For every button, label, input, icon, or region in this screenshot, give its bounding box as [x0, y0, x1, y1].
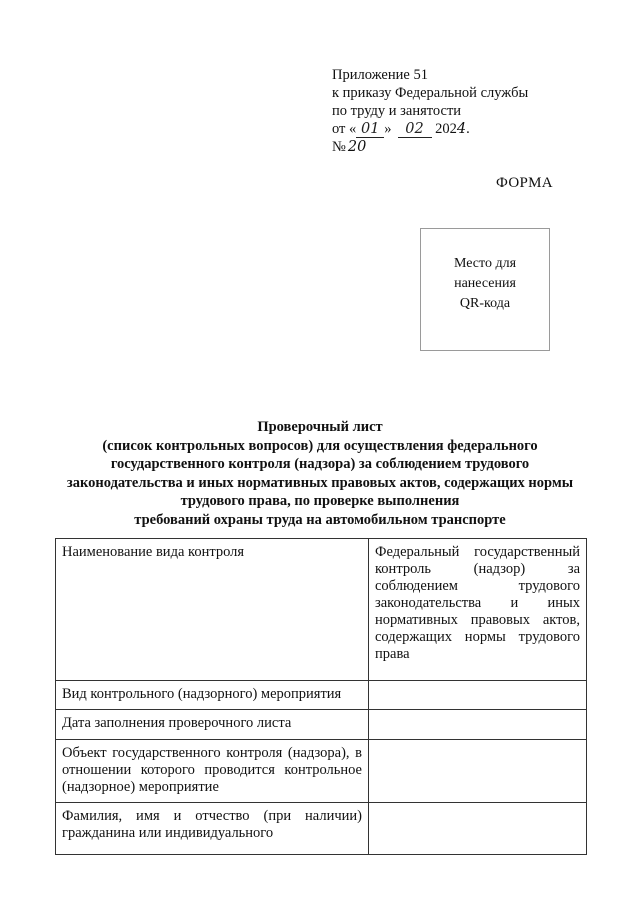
title-line: государственного контроля (надзора) за соблюдением трудового: [110, 456, 530, 472]
order-number-handwritten: 20: [347, 139, 367, 155]
date-year-handwritten: 4: [456, 121, 467, 137]
appendix-date: от « 01 » 02 2024.: [332, 121, 470, 137]
row-value-empty: [369, 681, 587, 710]
appendix-agency: по труду и занятости: [332, 103, 462, 119]
date-month-handwritten: 02: [398, 122, 432, 138]
title-line: законодательства и иных нормативных правовых актов, содержащих нормы: [66, 474, 574, 491]
form-label: ФОРМА: [496, 175, 553, 191]
appendix-header: [332, 66, 528, 156]
table-row: [56, 740, 587, 803]
table-row: [56, 539, 587, 681]
row-value-empty: [369, 740, 587, 803]
date-day-handwritten: 01: [356, 122, 384, 138]
appendix-order-ref: к приказу Федеральной службы: [332, 85, 529, 101]
qr-text-line: QR-кода: [459, 296, 511, 311]
title-line: Проверочный лист: [257, 419, 383, 435]
row-label: Объект государственного контроля (надзора), в отношении которого проводится контрольное (надзорное) мероприятие: [56, 740, 369, 803]
row-value-empty: [369, 803, 587, 855]
table-row: [56, 681, 587, 710]
row-value-empty: [369, 710, 587, 740]
title-line: (список контрольных вопросов) для осуществления федерального: [102, 437, 538, 454]
row-value: Федеральный государственный контроль (надзор) за соблюдением трудового законодательства и иных нормативных правовых актов, содержащих нормы трудового права: [369, 539, 587, 681]
row-label: Вид контрольного (надзорного) мероприятия: [56, 681, 369, 710]
qr-text-line: Место для: [453, 256, 517, 271]
appendix-order-number: № 20: [332, 139, 367, 155]
document-title: [40, 418, 600, 529]
qr-code-placeholder: [420, 228, 550, 351]
row-label: Фамилия, имя и отчество (при наличии) гражданина или индивидуального: [56, 803, 369, 855]
title-line: требований охраны труда на автомобильном транспорте: [134, 511, 506, 528]
row-label: Дата заполнения проверочного листа: [56, 710, 369, 740]
appendix-number: Приложение 51: [332, 67, 428, 83]
inspection-info-table: [55, 538, 587, 855]
title-line: трудового права, по проверке выполнения: [180, 493, 460, 509]
row-label: Наименование вида контроля: [56, 539, 369, 681]
table-row: [56, 803, 587, 855]
qr-text-line: нанесения: [454, 276, 516, 291]
table-row: [56, 710, 587, 740]
